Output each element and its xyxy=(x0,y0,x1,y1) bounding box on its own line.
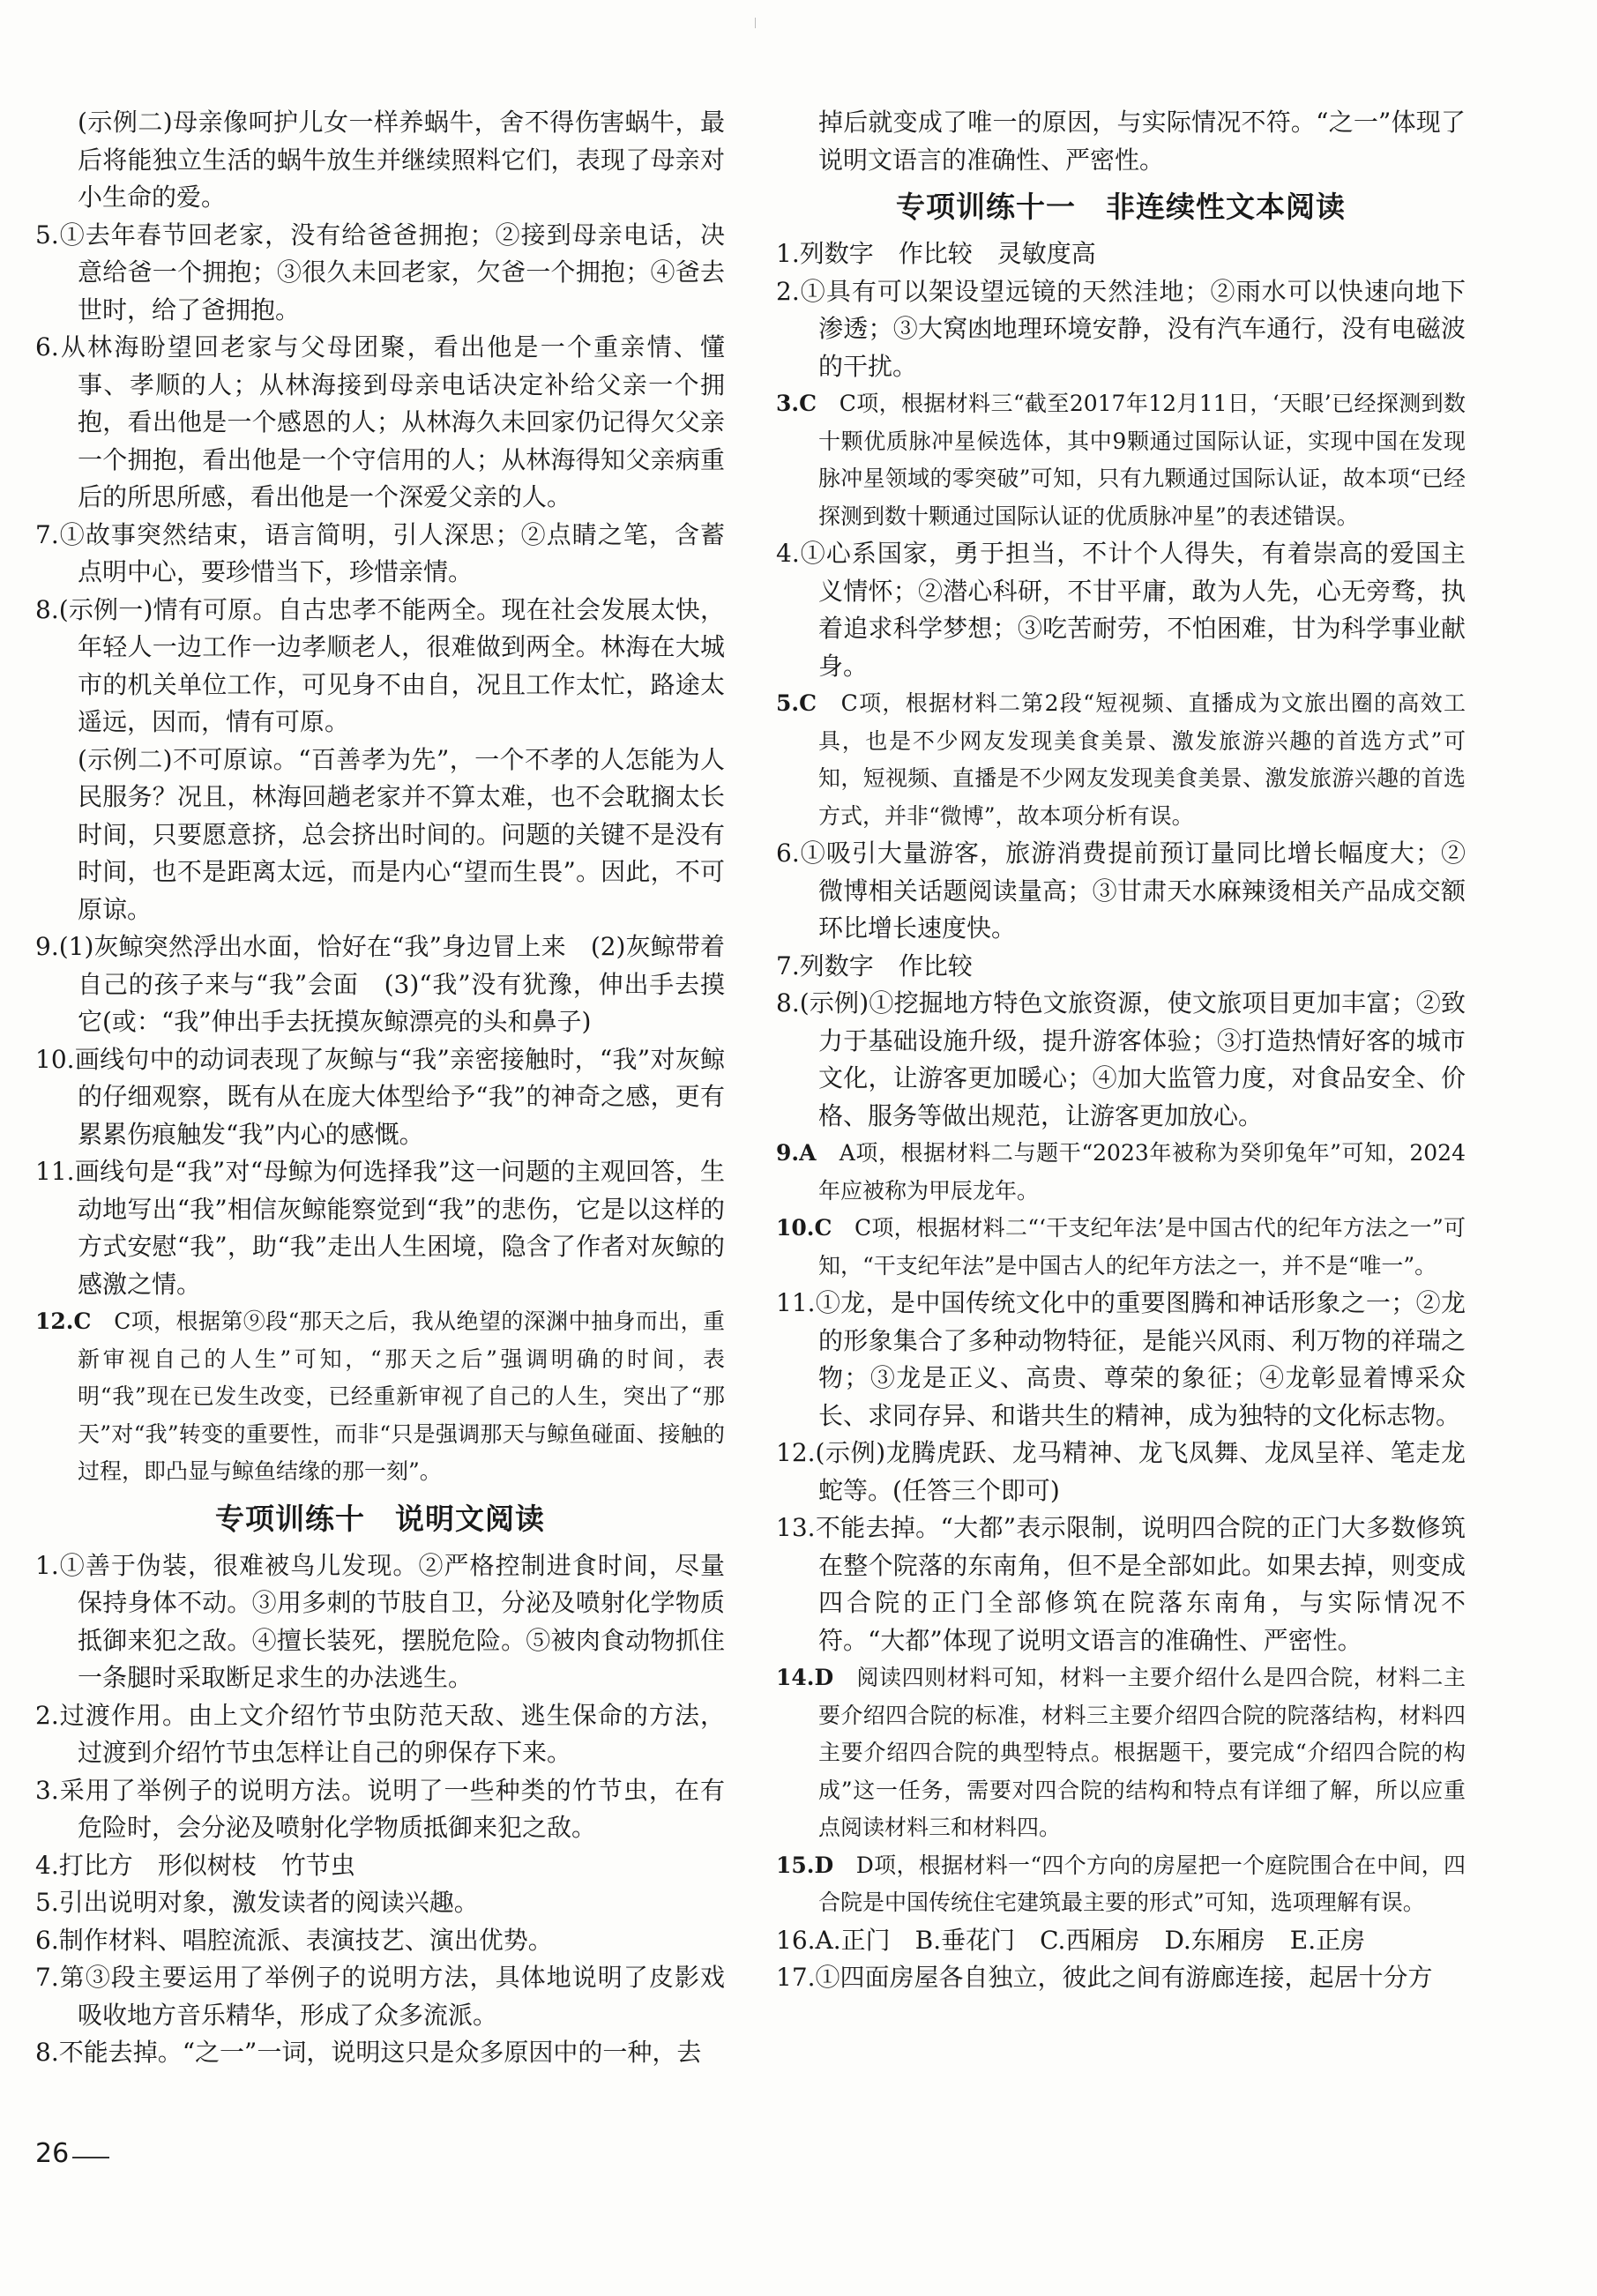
answer-text: 10.画线句中的动词表现了灰鲸与“我”亲密接触时，“我”对灰鲸的仔细观察，既有从在庞大体型给予“我”的神奇之感，更有累累伤痕触发“我”内心的感慨。 xyxy=(35,1044,725,1149)
answer-paragraph xyxy=(35,1847,725,1885)
answer-text: (示例二)不可原谅。“百善孝为先”，一个不孝的人怎能为人民服务？况且，林海回趟老家并不算太难，也不会耽搁太长时间，只要愿意挤，总会挤出时间的。问题的关键不是没有时间，也不是距离太远，而是内心“望而生畏”。因此，不可原谅。 xyxy=(78,744,725,924)
answer-text: 3.采用了举例子的说明方法。说明了一些种类的竹节虫，在有危险时，会分泌及喷射化学物质抵御来犯之敌。 xyxy=(35,1775,725,1842)
section-heading: 专项训练十 说明文阅读 xyxy=(215,1501,545,1536)
answer-text: 1.①善于伪装，很难被鸟儿发现。②严格控制进食时间，尽量保持身体不动。③用多刺的节肢自卫，分泌及喷射化学物质抵御来犯之敌。④擅长装死，摆脱危险。⑤被肉食动物抓住一条腿时采取断足求生的办法逃生。 xyxy=(35,1550,725,1692)
answer-choice: 10.C xyxy=(776,1215,832,1241)
answer-paragraph xyxy=(776,273,1466,386)
answer-text: 9.(1)灰鲸突然浮出水面，恰好在“我”身边冒上来 (2)灰鲸带着自己的孩子来与“我”会面 (3)“我”没有犹豫，伸出手去摸它(或：“我”伸出手去抚摸灰鲸漂亮的头和鼻子) xyxy=(35,932,725,1036)
answer-text: 6.从林海盼望回老家与父母团聚，看出他是一个重亲情、懂事、孝顺的人；从林海接到母亲电话决定补给父亲一个拥抱，看出他是一个感恩的人；从林海久未回家仍记得欠父亲一个拥抱，看出他是一个守信用的人；从林海得知父亲病重后的所思所感，看出他是一个深爱父亲的人。 xyxy=(35,332,725,511)
answer-text: C项，根据材料二第2段“短视频、直播成为文旅出圈的高效工具，也是不少网友发现美食美景、激发旅游兴趣的首选方式”可知，短视频、直播是不少网友发现美食美景、激发旅游兴趣的首选方式，并非“微博”，故本项分析有误。 xyxy=(817,690,1466,829)
answer-text: 8.(示例一)情有可原。自古忠孝不能两全。现在社会发展太快，年轻人一边工作一边孝顺老人，很难做到两全。林海在大城市的机关单位工作，可见身不由自，况且工作太忙，路途太遥远，因而，情有可原。 xyxy=(35,594,725,736)
answer-paragraph xyxy=(35,928,725,1041)
answer-text: 12.(示例)龙腾虎跃、龙马精神、龙飞凤舞、龙凤呈祥、笔走龙蛇等。(任答三个即可) xyxy=(776,1438,1466,1505)
answer-paragraph xyxy=(35,1303,725,1491)
answer-paragraph xyxy=(35,742,725,929)
answer-text: 1.列数字 作比较 灵敏度高 xyxy=(776,239,1096,268)
answer-text: 13.不能去掉。“大都”表示限制，说明四合院的正门大多数修筑在整个院落的东南角，但不是全部如此。如果去掉，则变成四合院的正门全部修筑在院落东南角，与实际情况不符。“大都”体现了说明文语言的准确性、严密性。 xyxy=(776,1513,1466,1655)
answer-paragraph xyxy=(776,235,1466,273)
answer-text: (示例二)母亲像呵护儿女一样养蜗牛，舍不得伤害蜗牛，最后将能独立生活的蜗牛放生并继续照料它们，表现了母亲对小生命的爱。 xyxy=(78,108,725,212)
left-column xyxy=(35,104,725,2072)
answer-paragraph xyxy=(35,1697,725,1772)
answer-text: 7.①故事突然结束，语言简明，引人深思；②点睛之笔，含蓄点明中心，要珍惜当下，珍惜亲情。 xyxy=(35,519,725,586)
answer-text: 11.画线句是“我”对“母鲸为何选择我”这一问题的主观回答，生动地写出“我”相信灰鲸能察觉到“我”的悲伤，它是以这样的方式安慰“我”，助“我”走出人生困境，隐含了作者对灰鲸的感激之情。 xyxy=(35,1157,725,1299)
answer-paragraph xyxy=(35,2034,725,2072)
answer-paragraph xyxy=(776,535,1466,685)
answer-choice: 9.A xyxy=(776,1140,817,1166)
answer-paragraph xyxy=(776,1285,1466,1435)
answer-paragraph xyxy=(776,1135,1466,1210)
answer-paragraph xyxy=(35,1041,725,1154)
answer-paragraph xyxy=(776,948,1466,986)
answer-paragraph xyxy=(776,1659,1466,1847)
answer-paragraph xyxy=(35,1884,725,1922)
answer-paragraph xyxy=(35,517,725,592)
page-number-rule xyxy=(72,2157,109,2158)
answer-paragraph xyxy=(35,104,725,217)
answer-paragraph xyxy=(776,1435,1466,1510)
answer-text: 4.打比方 形似树枝 竹节虫 xyxy=(35,1850,355,1880)
answer-text: 16.A.正门 B.垂花门 C.西厢房 D.东厢房 E.正房 xyxy=(776,1925,1366,1955)
answer-text: 8.不能去掉。“之一”一词，说明这只是众多原因中的一种，去 xyxy=(35,2038,702,2067)
column-gutter-mark xyxy=(755,18,756,28)
answer-text: 5.①去年春节回老家，没有给爸爸拥抱；②接到母亲电话，决意给爸一个拥抱；③很久未回老家，欠爸一个拥抱；④爸去世时，给了爸拥抱。 xyxy=(35,220,725,324)
answer-text: C项，根据第⑨段“那天之后，我从绝望的深渊中抽身而出，重新审视自己的人生”可知，“那天之后”强调明确的时间，表明“我”现在已发生改变，已经重新审视了自己的人生，突出了“那天”对“我”转变的重要性，而非“只是强调那天与鲸鱼碰面、接触的过程，即凸显与鲸鱼结缘的那一刻”。 xyxy=(78,1308,725,1484)
section-heading: 专项训练十一 非连续性文本阅读 xyxy=(896,190,1346,224)
answer-choice: 5.C xyxy=(776,690,817,716)
answer-text: 6.制作材料、唱腔流派、表演技艺、演出优势。 xyxy=(35,1925,553,1955)
answer-paragraph xyxy=(35,1922,725,1960)
answer-paragraph xyxy=(776,1510,1466,1659)
answer-choice: 15.D xyxy=(776,1852,834,1878)
answer-paragraph xyxy=(35,329,725,517)
answer-text: 阅读四则材料可知，材料一主要介绍什么是四合院，材料二主要介绍四合院的标准，材料三主要介绍四合院的院落结构，材料四主要介绍四合院的典型特点。根据题干，要完成“介绍四合院的构成”这一任务，需要对四合院的结构和特点有详细了解，所以应重点阅读材料三和材料四。 xyxy=(818,1665,1466,1840)
answer-paragraph xyxy=(776,385,1466,535)
answer-paragraph xyxy=(776,1847,1466,1922)
answer-text: 2.过渡作用。由上文介绍竹节虫防范天敌、逃生保命的方法，过渡到介绍竹节虫怎样让自己的卵保存下来。 xyxy=(35,1700,725,1767)
answer-paragraph xyxy=(776,985,1466,1135)
right-column xyxy=(776,104,1466,1997)
answer-paragraph xyxy=(35,592,725,742)
answer-text: 2.①具有可以架设望远镜的天然洼地；②雨水可以快速向地下渗透；③大窝凼地理环境安静，没有汽车通行，没有电磁波的干扰。 xyxy=(776,276,1466,381)
answer-text: A项，根据材料二与题干“2023年被称为癸卯兔年”可知，2024年应被称为甲辰龙年。 xyxy=(816,1140,1466,1204)
answer-choice: 14.D xyxy=(776,1665,834,1690)
answer-text: 4.①心系国家，勇于担当，不计个人得失，有着崇高的爱国主义情怀；②潜心科研，不甘平庸，敢为人先，心无旁骛，执着追求科学梦想；③吃苦耐劳，不怕困难，甘为科学事业献身。 xyxy=(776,539,1466,681)
answer-text: 8.(示例)①挖掘地方特色文旅资源，使文旅项目更加丰富；②致力于基础设施升级，提升游客体验；③打造热情好客的城市文化，让游客更加暖心；④加大监管力度，对食品安全、价格、服务等做出规范，让游客更加放心。 xyxy=(776,988,1466,1130)
answer-paragraph xyxy=(776,1922,1466,1960)
answer-text: 7.第③段主要运用了举例子的说明方法，具体地说明了皮影戏吸收地方音乐精华，形成了众多流派。 xyxy=(35,1963,725,2030)
answer-text: 5.引出说明对象，激发读者的阅读兴趣。 xyxy=(35,1888,479,1917)
answer-text: 掉后就变成了唯一的原因，与实际情况不符。“之一”体现了说明文语言的准确性、严密性。 xyxy=(818,108,1466,175)
answer-text: C项，根据材料三“截至2017年12月11日，‘天眼’已经探测到数十颗优质脉冲星候选体，其中9颗通过国际认证，实现中国在发现脉冲星领域的零突破”可知，只有九颗通过国际认证，故本项“已经探测到数十颗通过国际认证的优质脉冲星”的表述错误。 xyxy=(817,391,1466,529)
answer-paragraph xyxy=(776,835,1466,948)
answer-paragraph xyxy=(35,1959,725,2034)
answer-paragraph xyxy=(776,1959,1466,1997)
answer-choice: 3.C xyxy=(776,391,817,416)
answer-paragraph xyxy=(35,217,725,330)
answer-text: 6.①吸引大量游客，旅游消费提前预订量同比增长幅度大；②微博相关话题阅读量高；③甘肃天水麻辣烫相关产品成交额环比增长速度快。 xyxy=(776,839,1466,943)
answer-text: 17.①四面房屋各自独立，彼此之间有游廊连接，起居十分方 xyxy=(776,1963,1433,1992)
answer-paragraph xyxy=(776,1210,1466,1285)
answer-choice: 12.C xyxy=(35,1308,92,1334)
answer-paragraph xyxy=(35,1772,725,1847)
answer-paragraph xyxy=(35,1153,725,1303)
answer-text: 11.①龙，是中国传统文化中的重要图腾和神话形象之一；②龙的形象集合了多种动物特征，是能兴风雨、利万物的祥瑞之物；③龙是正义、高贵、尊荣的象征；④龙彰显着博采众长、求同存异、和谐共生的精神，成为独特的文化标志物。 xyxy=(776,1288,1466,1430)
answer-text: D项，根据材料一“四个方向的房屋把一个庭院围合在中间，四合院是中国传统住宅建筑最主要的形式”可知，选项理解有误。 xyxy=(818,1852,1466,1915)
answer-paragraph xyxy=(776,104,1466,179)
answer-text: 7.列数字 作比较 xyxy=(776,950,973,980)
page-number: 26 xyxy=(35,2138,70,2169)
answer-paragraph xyxy=(776,685,1466,835)
answer-paragraph xyxy=(35,1547,725,1697)
answer-text: C项，根据材料二“‘干支纪年法’是中国古代的纪年方法之一”可知，“干支纪年法”是中国古人的纪年方法之一，并不是“唯一”。 xyxy=(818,1215,1466,1278)
